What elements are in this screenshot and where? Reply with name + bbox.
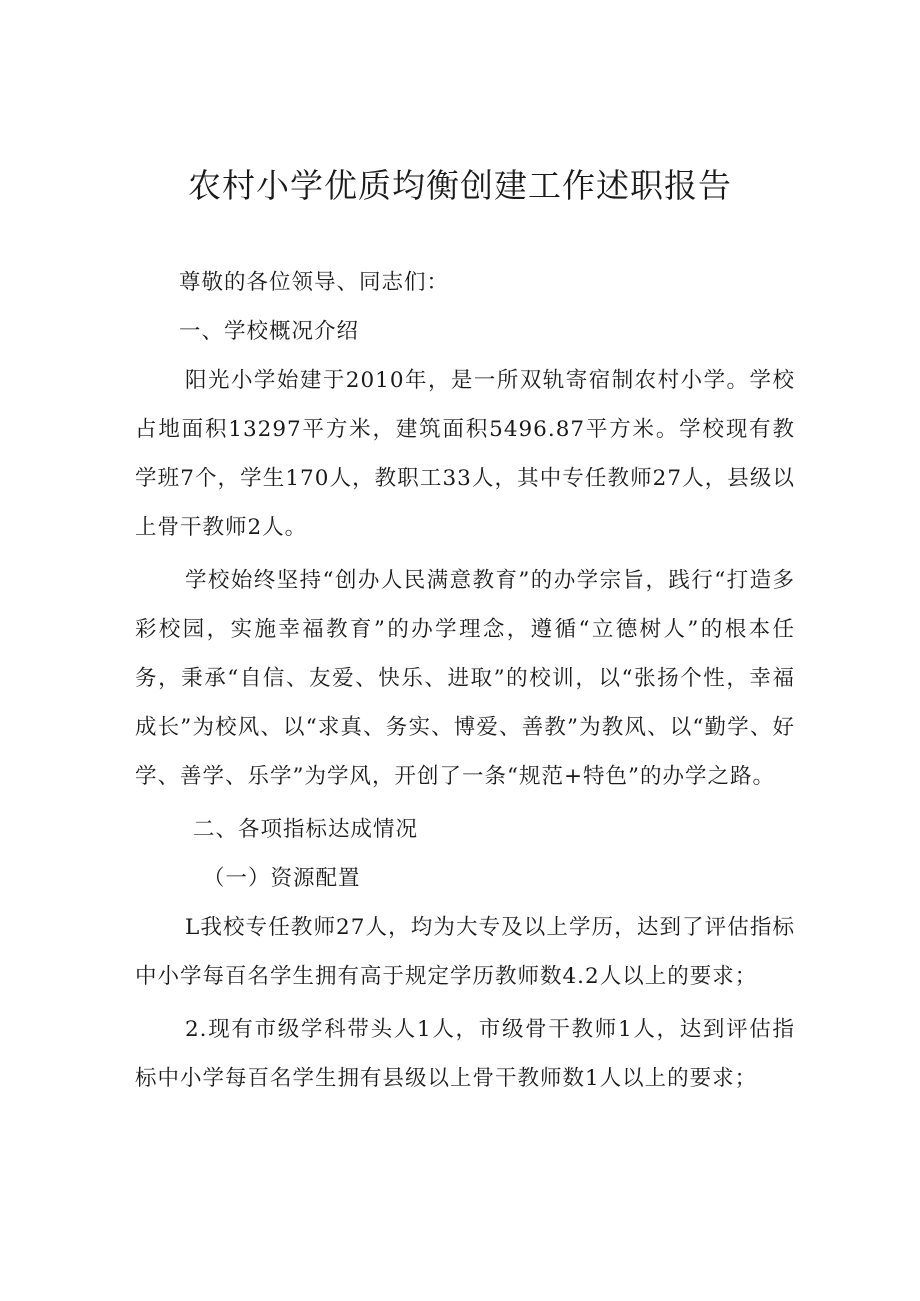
section-2-sub-heading: （一）资源配置 <box>203 866 361 891</box>
list-item-backbone-teachers: 2.现有市级学科带头人1人，市级骨干教师1人，达到评估指标中小学每百名学生拥有县级以上骨干教师数1人以上的要求； <box>135 1017 795 1091</box>
salutation: 尊敬的各位领导、同志们： <box>179 270 450 295</box>
section-2-heading: 二、各项指标达成情况 <box>193 817 419 842</box>
list-item-teacher-qualification: L我校专任教师27人，均为大专及以上学历，达到了评估指标中小学每百名学生拥有高于规定学历教师数4.2人以上的要求； <box>135 915 795 989</box>
document-title: 农村小学优质均衡创建工作述职报告 <box>188 166 732 205</box>
paragraph-school-philosophy: 学校始终坚持“创办人民满意教育”的办学宗旨，践行“打造多彩校园，实施幸福教育”的办学理念，遵循“立德树人”的根本任务，秉承“自信、友爱、快乐、进取”的校训，以“张扬个性，幸福成长”为校风、以“求真、务实、博爱、善教”为教风、以“勤学、好学、善学、乐学”为学风，开创了一条“规范+特色”的办学之路。 <box>135 568 795 789</box>
document-body <box>135 258 795 1103</box>
paragraph-school-overview: 阳光小学始建于2010年，是一所双轨寄宿制农村小学。学校占地面积13297平方米，建筑面积5496.87平方米。学校现有教学班7个，学生170人，教职工33人，其中专任教师27人，县级以上骨干教师2人。 <box>135 368 795 540</box>
section-1-heading: 一、学校概况介绍 <box>179 319 360 344</box>
